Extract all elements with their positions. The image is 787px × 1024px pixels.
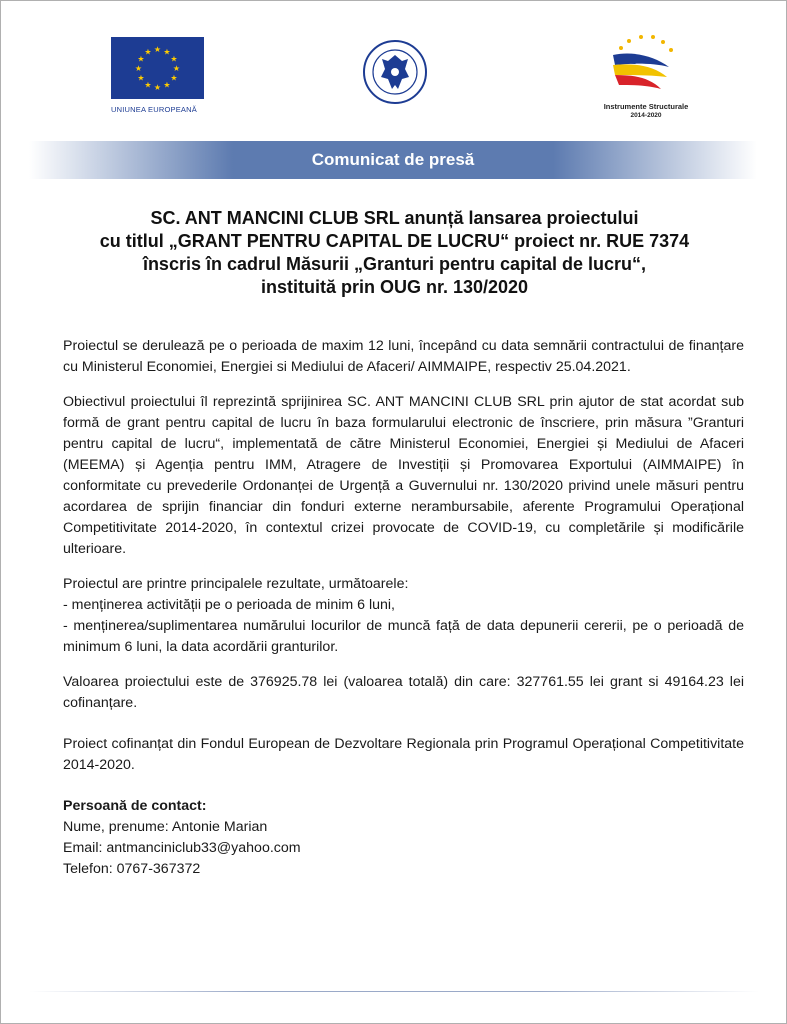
headline-line-3: înscris în cadrul Măsurii „Granturi pentru capital de lucru“, bbox=[142, 254, 647, 274]
svg-text:★: ★ bbox=[144, 47, 152, 57]
result-item-1: - menținerea activității pe o perioada de minim 6 luni, bbox=[63, 597, 395, 613]
contact-email: Email: antmanciniclub33@yahoo.com bbox=[63, 840, 301, 856]
instrumente-structurale-icon bbox=[591, 33, 701, 97]
paragraph-results-intro: Proiectul are printre principalele rezultate, următoarele: bbox=[63, 576, 409, 592]
result-item-2: - menținerea/suplimentarea numărului locurilor de muncă față de data depunerii cererii, pe o perioadă de minimum 6 luni, la data acordării granturilor. bbox=[63, 618, 744, 655]
svg-text:★: ★ bbox=[153, 83, 162, 92]
paragraph-value: Valoarea proiectului este de 376925.78 lei (valoarea totală) din care: 327761.55 lei grant si 49164.23 lei cofinanțare. bbox=[63, 674, 744, 711]
svg-text:★: ★ bbox=[153, 45, 162, 54]
eu-logo bbox=[111, 37, 207, 114]
svg-text:★: ★ bbox=[137, 54, 145, 64]
banner-title: Comunicat de presă bbox=[311, 150, 475, 169]
government-seal-icon bbox=[362, 39, 428, 105]
svg-text:★: ★ bbox=[170, 54, 178, 64]
svg-text:★: ★ bbox=[134, 64, 143, 73]
svg-text:★: ★ bbox=[144, 80, 152, 90]
bottom-divider bbox=[29, 991, 759, 992]
eu-caption: UNIUNEA EUROPEANĂ bbox=[111, 105, 197, 114]
is-caption-years: 2014-2020 bbox=[630, 112, 662, 119]
headline-line-4: instituită prin OUG nr. 130/2020 bbox=[260, 277, 529, 297]
contact-phone: Telefon: 0767-367372 bbox=[63, 861, 201, 877]
headline-line-2: cu titlul „GRANT PENTRU CAPITAL DE LUCRU“ proiect nr. RUE 7374 bbox=[99, 231, 690, 251]
headline-line-1: SC. ANT MANCINI CLUB SRL anunță lansarea proiectului bbox=[150, 208, 639, 228]
svg-text:★: ★ bbox=[163, 80, 171, 90]
paragraph-objective: Obiectivul proiectului îl reprezintă sprijinirea SC. ANT MANCINI CLUB SRL prin ajutor de stat acordat sub formă de grant pentru capital de lucru în baza formularului electronic de înscriere, prin măsura ”Granturi pentru capital de lucru“, implementată de către Ministerul Economiei, Energiei și Mediului de Afaceri (MEEMA) și Agenția pentru IMM, Atragere de Investiții și Promovarea Exportului (AIMMAIPE) în conformitate cu prevederile Ordonanței de Urgență a Guvernului nr. 130/2020 privind unele măsuri pentru acordarea de sprijin financiar din fonduri externe nerambursabile, aferente Programului Operațional Competitivitate 2014-2020, în contextul crizei provocate de COVID-19, cu completările și modificările ulterioare. bbox=[63, 394, 744, 557]
svg-text:★: ★ bbox=[163, 47, 171, 57]
contact-name: Nume, prenume: Antonie Marian bbox=[63, 819, 268, 835]
paragraph-cofinancing: Proiect cofinanțat din Fondul European de Dezvoltare Regionala prin Programul Operațional Competitivitate 2014-2020. bbox=[63, 736, 744, 773]
logo-row bbox=[1, 31, 787, 131]
svg-text:★: ★ bbox=[137, 73, 145, 83]
contact-title: Persoană de contact: bbox=[63, 798, 207, 814]
eu-flag-icon bbox=[111, 37, 204, 99]
headline bbox=[41, 207, 748, 299]
is-caption bbox=[591, 102, 701, 120]
is-caption-text: Instrumente Structurale bbox=[603, 102, 689, 111]
instrumente-structurale-logo bbox=[591, 33, 701, 120]
body-text bbox=[63, 336, 744, 880]
svg-text:★: ★ bbox=[172, 64, 181, 73]
contact-block bbox=[63, 796, 744, 880]
paragraph-duration: Proiectul se derulează pe o perioada de maxim 12 luni, începând cu data semnării contractului de finanțare cu Ministerul Economiei, Energiei si Mediului de Afaceri/ AIMMAIPE, respectiv 25.04.2021. bbox=[63, 338, 744, 375]
title-banner bbox=[29, 141, 757, 179]
svg-text:★: ★ bbox=[170, 73, 178, 83]
